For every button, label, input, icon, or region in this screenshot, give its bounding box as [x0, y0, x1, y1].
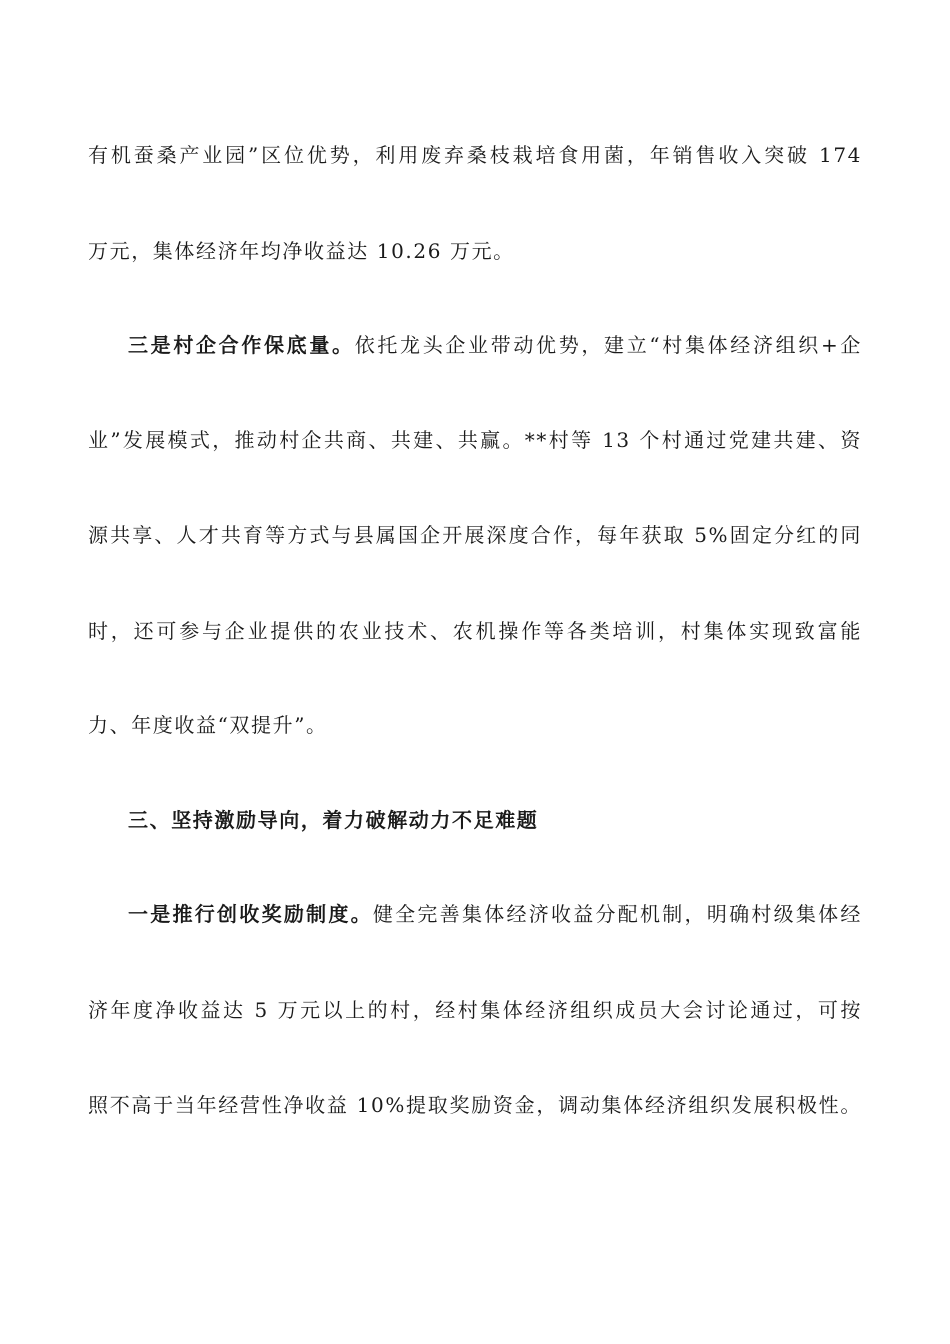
line-text: 源共享、人才共育等方式与县属国企开展深度合作，每年获取 5%固定分红的同 [88, 523, 862, 547]
paragraph-line [88, 1091, 862, 1119]
paragraph-lead: 一是推行创收奖励制度。 [128, 902, 373, 926]
line-text: 照不高于当年经营性净收益 10%提取奖励资金，调动集体经济组织发展积极性。 [88, 1093, 862, 1117]
line-text: 有机蚕桑产业园”区位优势，利用废弃桑枝栽培食用菌，年销售收入突破 174 [88, 143, 862, 167]
section-heading [88, 806, 862, 834]
paragraph-line [88, 711, 862, 739]
heading-text: 三、坚持激励导向，着力破解动力不足难题 [128, 808, 539, 832]
paragraph-lead: 三是村企合作保底量。 [128, 333, 355, 357]
line-text: 业”发展模式，推动村企共商、共建、共赢。**村等 13 个村通过党建共建、资 [88, 428, 862, 452]
paragraph-line [88, 617, 862, 645]
line-text: 健全完善集体经济收益分配机制，明确村级集体经 [372, 902, 862, 926]
paragraph-line [88, 331, 862, 359]
paragraph-line [88, 996, 862, 1024]
paragraph-line [88, 521, 862, 549]
line-text: 依托龙头企业带动优势，建立“村集体经济组织+企 [354, 333, 862, 357]
paragraph-line [88, 426, 862, 454]
line-text: 力、年度收益“双提升”。 [88, 713, 328, 737]
paragraph-line [88, 141, 862, 169]
line-text: 万元，集体经济年均净收益达 10.26 万元。 [88, 239, 515, 263]
line-text: 济年度净收益达 5 万元以上的村，经村集体经济组织成员大会讨论通过，可按 [88, 998, 862, 1022]
line-text: 时，还可参与企业提供的农业技术、农机操作等各类培训，村集体实现致富能 [88, 619, 862, 643]
paragraph-line [88, 237, 862, 265]
paragraph-line [88, 900, 862, 928]
